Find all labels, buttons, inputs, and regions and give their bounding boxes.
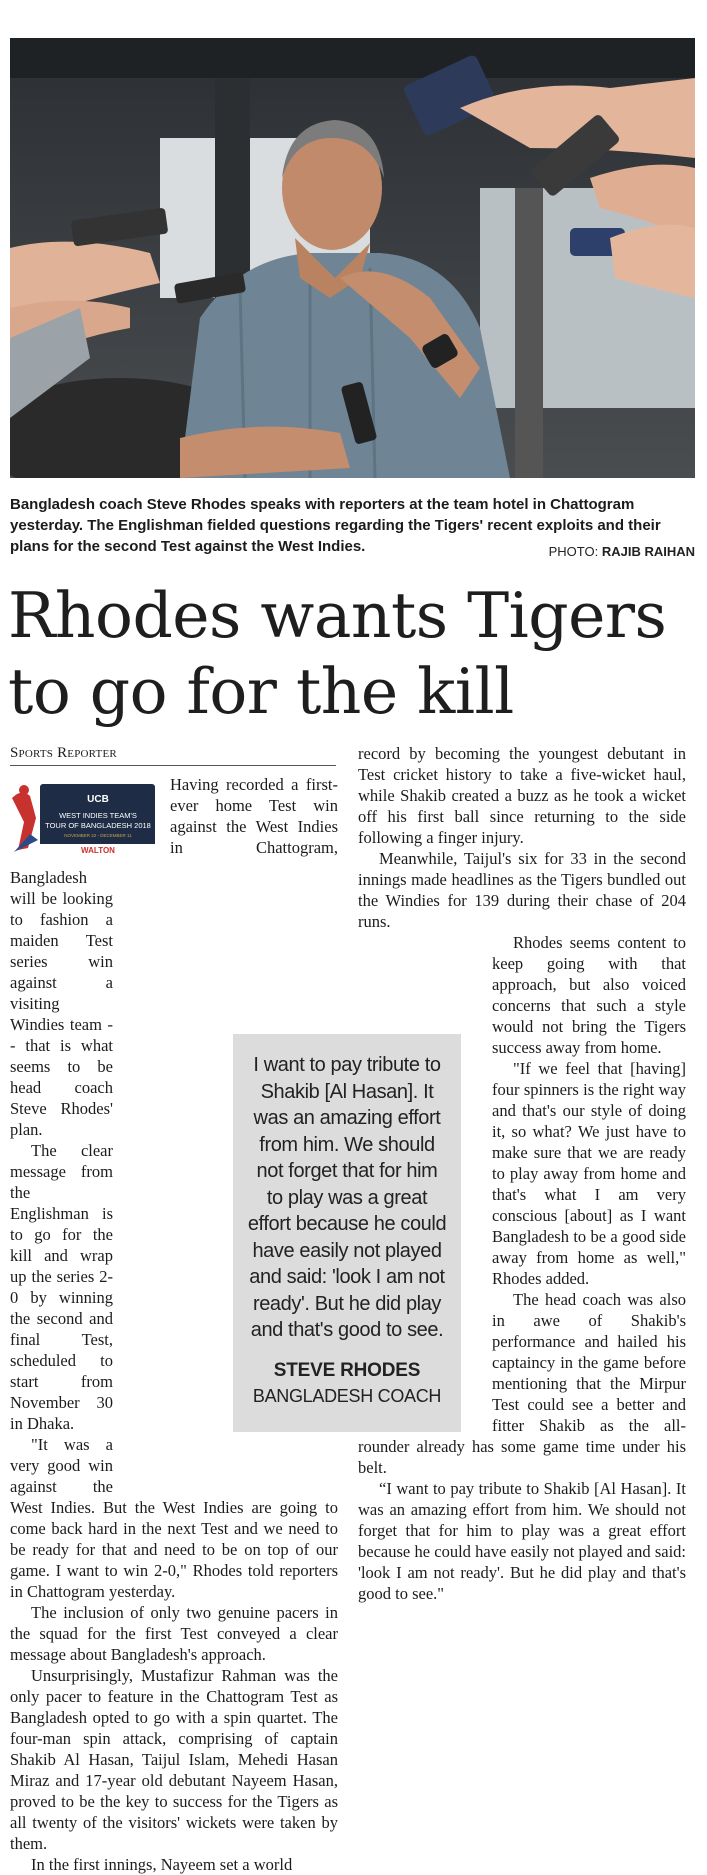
article-paragraph: "If we feel that [having] four spinners is the right way and that's our style of doing it, so what? We just have to make sure that we are ready to play away from home and that's what I am very conscious [about] as I want Bangladesh to be a good side away from home as well," Rhodes added. [492, 1059, 686, 1288]
article-paragraph: Having recorded a first-ever home Test win against the West Indies in Chattogram, Bangladesh will be looking to fashion a maiden Test series win against a visiting Windies team -- that is what seems to be head coach Steve Rhodes' plan. [10, 775, 338, 1139]
article-column-right [358, 743, 686, 1604]
logo-line1: WEST INDIES TEAM'S [59, 811, 137, 820]
cricket-series-logo-icon [10, 778, 160, 863]
byline-divider [10, 765, 336, 766]
logo-sponsor: WALTON [81, 846, 115, 855]
headline: Rhodes wants Tigers to go for the kill [8, 579, 667, 728]
logo-dates: NOVEMBER 22 - DECEMBER 11 [64, 833, 132, 838]
photo-caption: Bangladesh coach Steve Rhodes speaks with reporters at the team hotel in Chattogram yesterday. The Englishman fielded questions regarding the Tigers' recent exploits and their plans for the second Test against the West Indies. [10, 496, 661, 555]
logo-line2: TOUR OF BANGLADESH 2018 [45, 821, 151, 830]
article-paragraph: record by becoming the youngest debutant in Test cricket history to take a five-wicket haul, while Shakib created a buzz as he took a wicket off his first ball since returning to the side following a finger injury. [358, 744, 686, 847]
pull-quote-text: I want to pay tribute to Shakib [Al Hasan]. It was an amazing effort from him. We should not forget that for him to play was a great effort because he could have easily not played and said: 'look I am not ready'. But he did play and that's good to see. [247, 1054, 447, 1341]
article-paragraph: Meanwhile, Taijul's six for 33 in the second innings made headlines as the Tigers bundled out the Windies for 139 during their chase of 204 runs. [358, 849, 686, 931]
pull-quote-spacer-left [125, 867, 338, 1492]
photo-press-conference-icon [10, 38, 695, 478]
article-paragraph: "It was a very good win against the West Indies. But the West Indies are going to come back hard in the next Test and we need to be ready for that and need to be on top of our game. I want to win 2-0," Rhodes told reporters in Chattogram yesterday. [10, 1435, 338, 1601]
article-paragraph: Unsurprisingly, Mustafizur Rahman was the only pacer to feature in the Chattogram Test as Bangladesh opted to go with a spin quartet. The four-man spin attack, comprising of captain Shakib Al Hasan, Taijul Islam, Mehedi Hasan Miraz and 17-year old debutant Nayeem Hasan, proved to be the key to success for the Tigers as all twenty of the visitors' wickets were taken by them. [10, 1666, 338, 1853]
article-paragraph: Rhodes seems content to keep going with that approach, but also voiced concerns that such a style would not bring the Tigers success away from home. [492, 933, 686, 1057]
pull-quote-title: BANGLADESH COACH [252, 1385, 442, 1406]
photo-credit [549, 544, 695, 559]
pull-quote-spacer-right [358, 974, 480, 1424]
article-paragraph: In the first innings, Nayeem set a world [31, 1855, 293, 1874]
byline: Sports Reporter [10, 745, 117, 761]
press-photo [10, 38, 695, 478]
article-paragraph: “I want to pay tribute to Shakib [Al Hasan]. It was an amazing effort from him. We should not forget that for him to play was a great effort because he could have easily not played and said: 'look I am not ready'. But he did play and that's good to see." [358, 1479, 686, 1603]
pull-quote-name: STEVE RHODES [273, 1359, 421, 1381]
article-column-left [10, 774, 338, 1875]
credit-label: PHOTO: [548, 544, 599, 559]
logo-brand: UCB [87, 794, 109, 805]
series-logo [10, 778, 160, 863]
article-paragraph: The head coach was also in awe of Shakib's performance and hailed his captaincy in the game before mentioning that the Mirpur Test could see a better and fitter Shakib as the all-rounder already has some game time under his belt. [358, 1290, 686, 1477]
credit-name: RAJIB RAIHAN [601, 544, 695, 559]
article-paragraph: The inclusion of only two genuine pacers in the squad for the first Test conveyed a clear message about Bangladesh's approach. [10, 1603, 338, 1664]
article-paragraph: The clear message from the Englishman is to go for the kill and wrap up the series 2-0 by winning the second and final Test, scheduled to start from November 30 in Dhaka. [10, 1141, 113, 1433]
